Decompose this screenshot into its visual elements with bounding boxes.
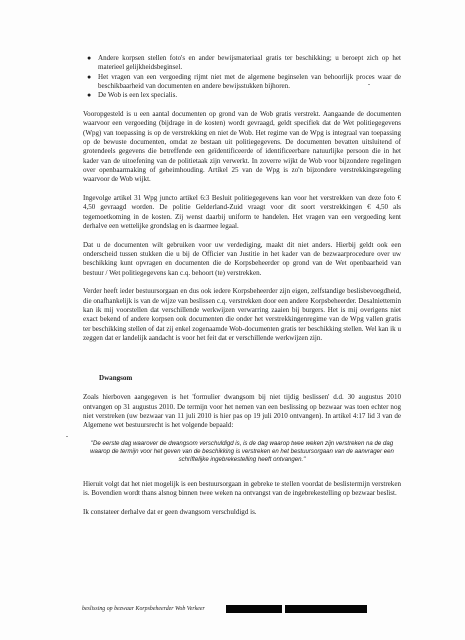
redaction-bar: [285, 605, 367, 613]
paragraph-dwangsom-conclusion: Hieruit volgt dat het niet mogelijk is een bestuursorgaan in gebreke te stellen voordat de beslistermijn verstreken is. Bovendien wordt thans alsnog binnen twee weken na ontvangst van de ingebrekestelling op bezwaar beslist.: [83, 479, 401, 498]
scan-speck: [368, 84, 370, 85]
legal-quote: "De eerste dag waarover de dwangsom verschuldigd is, is de dag waarop twee weken zijn verstreken na de dag waarop de termijn voor het geven van de beschikking is verstreken en het bestuursorgaan van de aanvrager een schriftelijke ingebrekestelling heeft ontvangen.": [90, 439, 394, 463]
bullet-icon: ●: [87, 91, 92, 100]
list-item-text: Andere korpsen stellen foto's en ander bewijsmateriaal gratis ter beschikking; u beroept zich op het materieel gelijkheidsbeginsel.: [98, 54, 401, 72]
paragraph-final-statement: Ik constateer derhalve dat er geen dwangsom verschuldigd is.: [83, 507, 257, 516]
paragraph-fee-basis: Ingevolge artikel 31 Wpg juncto artikel 6:3 Besluit politiegegevens kan voor het verstrekken van deze foto € 4,50 gevraagd worden. De politie Gelderland-Zuid vraagt voor dit soort verstrekkingen € 4,50 als tegemoetkoming in de kosten. Zij wenst daarbij uniform te handelen. Het vragen van een vergoeding kent derhalve een wettelijke grondslag en is daarmee legaal.: [83, 194, 401, 231]
paragraph-dwangsom-intro: Zoals hierboven aangegeven is het 'formulier dwangsom bij niet tijdig beslissen' d.d. 30 augustus 2010 ontvangen op 31 augustus 2010. De termijn voor het nemen van een beslissing op bezwaar was toen echter nog niet verstreken (uw bezwaar van 11 juli 2010 is hier pas op 19 juli 2010 ontvangen). In artikel 4:17 lid 3 van de Algemene wet bestuursrecht is het volgende bepaald:: [83, 393, 401, 430]
redaction-bar: [226, 605, 282, 613]
list-item-text: De Wob is een lex specialis.: [98, 91, 178, 100]
spacer: [83, 101, 401, 110]
section-heading: Dwangsom: [99, 374, 133, 383]
list-item-text: Het vragen van een vergoeding rijmt niet met de algemene beginselen van behoorlijk proces waar de beschikbaarheid van documenten en andere bewijsstukken bijhoren.: [98, 72, 401, 91]
scan-speck: [66, 436, 68, 437]
list-item: [83, 73, 401, 92]
list-item: [83, 91, 401, 100]
paragraph-wpg-regime: Vooropgesteld is u een aantal documenten op grond van de Wob gratis verstrekt. Aangaande de documenten waarvoor een vergoeding (bijdrage in de kosten) wordt gevraagd, geldt specifiek dat de Wet politiegegevens (Wpg) van toepassing is op de verstrekking en niet de Wob. Het regime van de Wpg is integraal van toepassing op de bewuste documenten, omdat ze bestaan uit politiegegevens. De documenten bevatten uitsluitend of grotendeels gegevens die betreffende een geïdentificeerde of identificeerbare natuurlijke persoon die in het kader van de uitoefening van de politietaak zijn verwerkt. In zoverre wijkt de Wob voor bijzondere regelingen over openbaarmaking of geheimhouding. Artikel 25 van de Wpg is zo'n bijzondere verstrekkingsregeling waarvoor de Wob wijkt.: [83, 110, 401, 184]
footer-text: beslissing op bezwaar Korpsbeheerder Wob Verkeer: [82, 606, 205, 612]
document-body: [83, 54, 401, 526]
bullet-icon: ●: [87, 72, 92, 81]
paragraph-defense-use: Dat u de documenten wilt gebruiken voor uw verdediging, maakt dit niet anders. Hierbij geldt ook een onderscheid tussen stukken die u bij de Officier van Justitie in het kader van de bezwaarprocedure over uw beschikking kunt opvragen en documenten die de Korpsbeheerder op grond van de Wet openbaarheid van bestuur / Wet politiegegevens kan c.q. behoort (te) verstrekken.: [83, 240, 401, 277]
argument-list: [83, 54, 401, 101]
paragraph-authority: Verder heeft ieder bestuursorgaan en dus ook iedere Korpsbeheerder zijn eigen, zelfstandige beslisbevoegdheid, die onafhankelijk is van de wijze van beslissen c.q. verstrekken door een andere Korpsbeheerder. Desalniettemin kan ik mij voorstellen dat verschillende werkwijzen verwarring zaaien bij burgers. Het is mij overigens niet exact bekend of andere korpsen ook documenten die onder het verstrekkingenregime van de Wpg vallen gratis ter beschikking stellen of dat zij enkel zogenaamde Wob-documenten gratis ter beschikking stellen. Wel kan ik u zeggen dat er landelijk aandacht is voor het feit dat er verschillende werkwijzen zijn.: [83, 287, 401, 343]
list-item: [83, 54, 401, 73]
bullet-icon: ●: [87, 54, 92, 62]
